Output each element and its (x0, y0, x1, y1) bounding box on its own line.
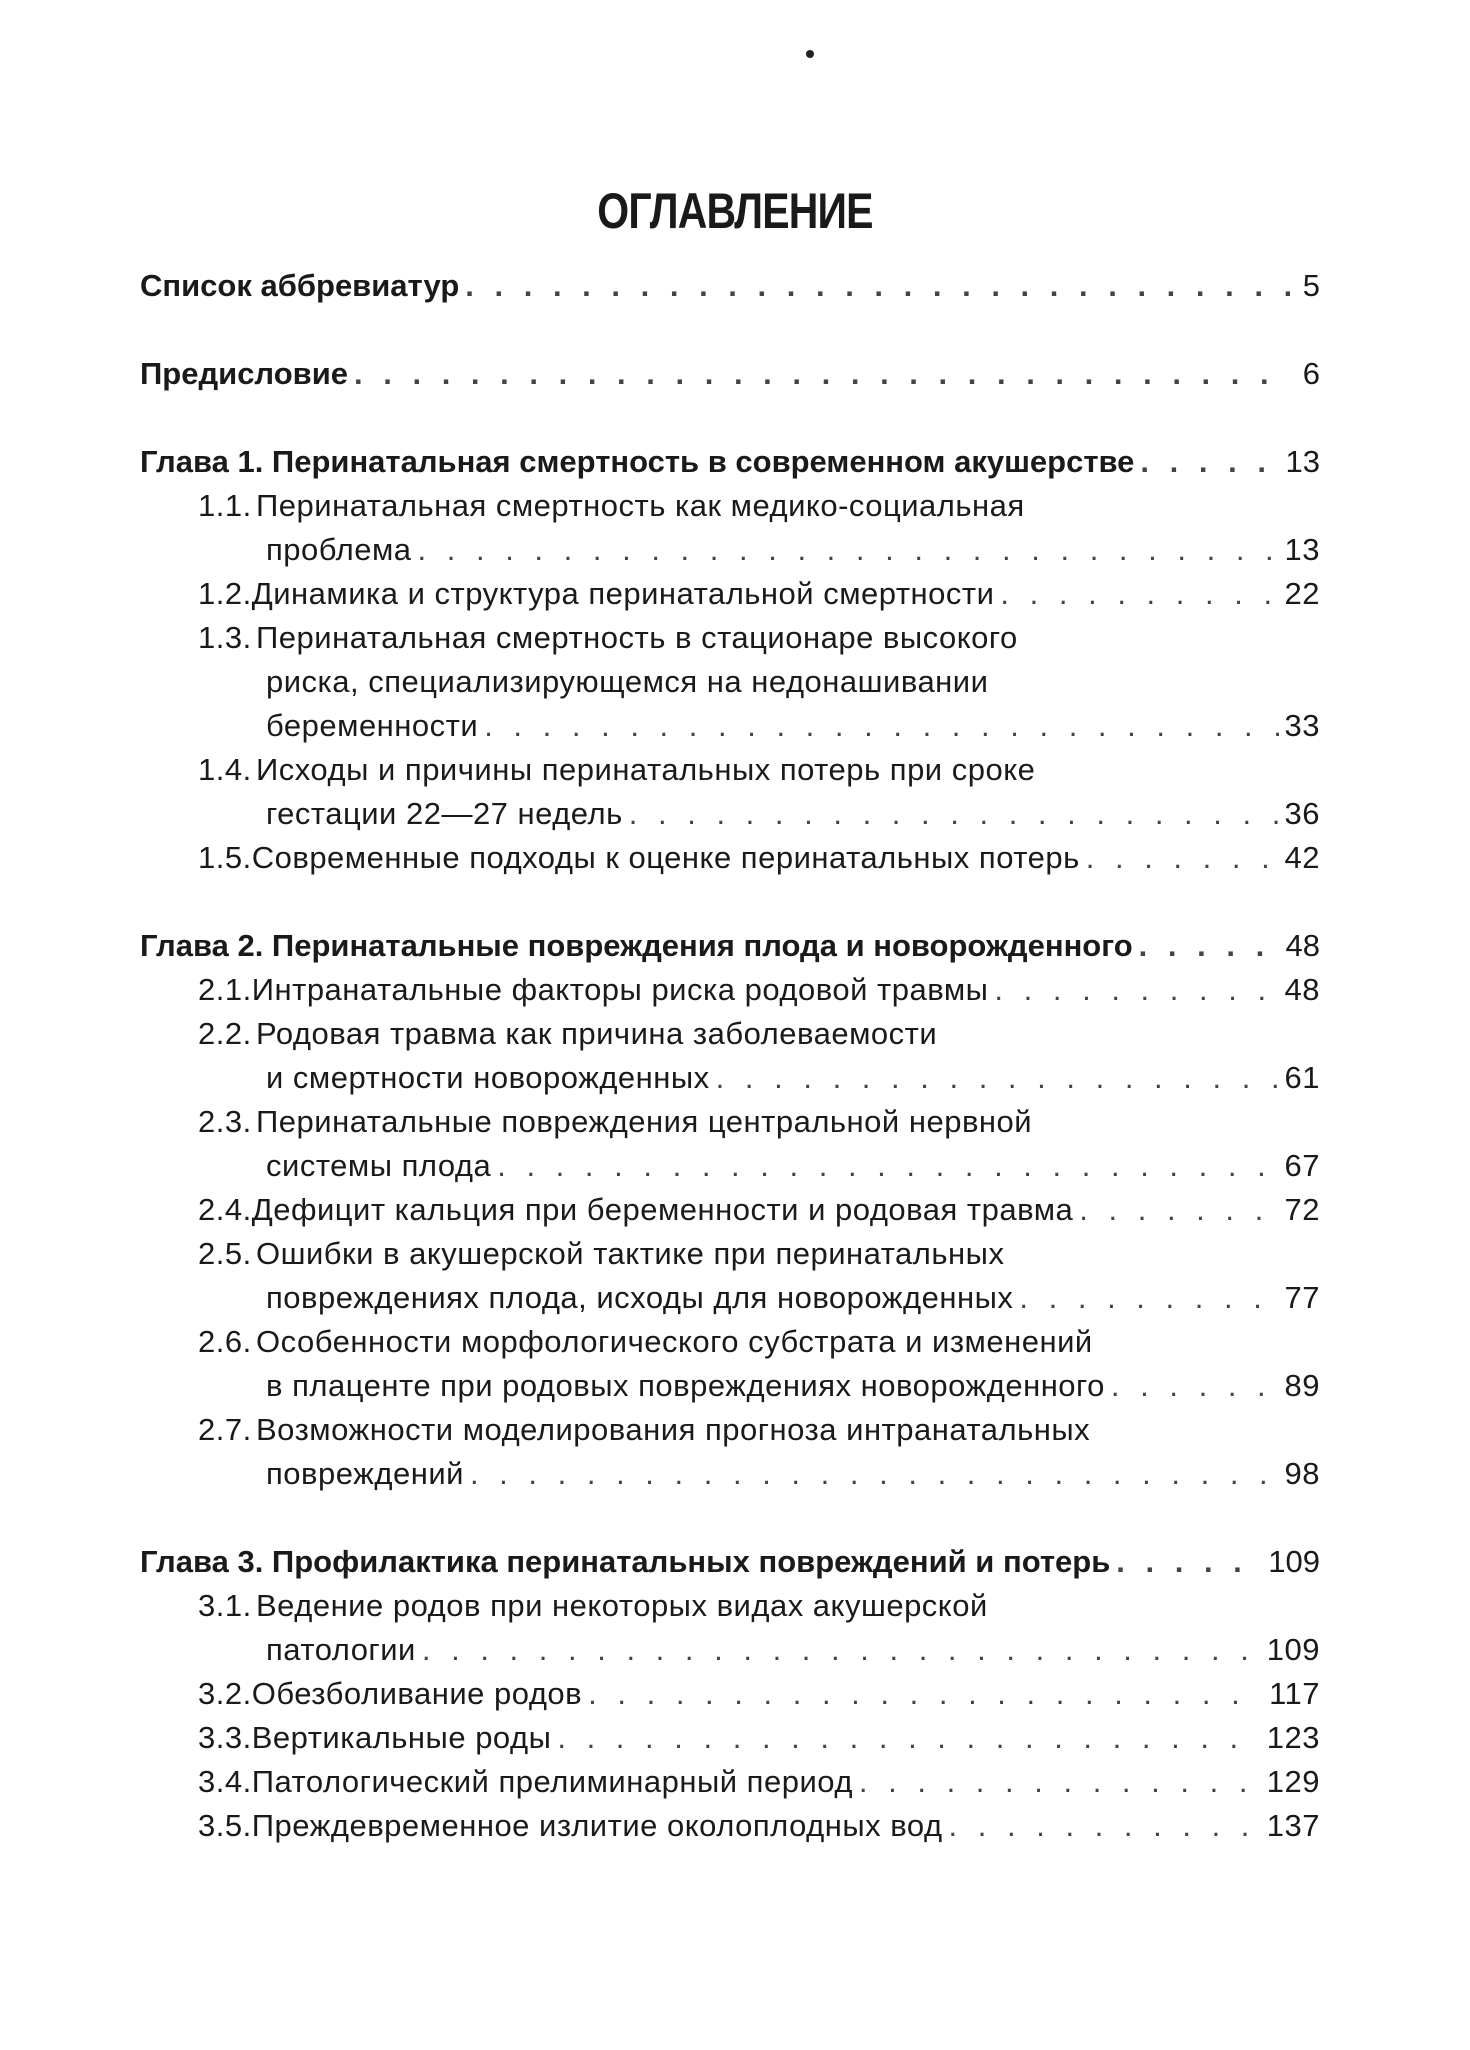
toc-page-number: 48 (1284, 972, 1320, 1007)
dot-leader (716, 1056, 1279, 1100)
toc-page-number: 109 (1266, 1632, 1320, 1667)
toc-section-entry[interactable] (140, 616, 1320, 748)
toc-section-entry[interactable] (140, 968, 1320, 1012)
toc-section-number: 1.3. (198, 620, 252, 655)
toc-page-number: 36 (1284, 796, 1320, 831)
dot-leader (1000, 572, 1278, 616)
toc-entry-title: риска, специализирующемся на недонашивании (266, 664, 989, 699)
toc-section-entry[interactable] (140, 1188, 1320, 1232)
dot-leader (497, 1144, 1278, 1188)
toc-entry-title: проблема (266, 532, 412, 567)
dot-leader (1079, 1188, 1278, 1232)
toc-entry-title: повреждениях плода, исходы для новорожденных (266, 1280, 1014, 1315)
dot-leader (418, 528, 1279, 572)
toc-chapter-entry[interactable] (140, 264, 1320, 308)
dot-leader (557, 1716, 1260, 1760)
dot-leader (484, 704, 1278, 748)
toc-page-number: 123 (1266, 1720, 1320, 1755)
toc-entry-title: Глава 2. Перинатальные повреждения плода и новорожденного (140, 928, 1133, 963)
toc-section-entry[interactable] (140, 836, 1320, 880)
section-spacer (140, 1496, 1320, 1540)
toc-section-number: 3.5. (198, 1808, 252, 1843)
toc-chapter-entry[interactable] (140, 440, 1320, 484)
toc-section-number: 2.3. (198, 1104, 252, 1139)
toc-section-entry[interactable] (140, 748, 1320, 836)
toc-entry-title: и смертности новорожденных (266, 1060, 710, 1095)
toc-section-entry[interactable] (140, 1716, 1320, 1760)
toc-entry-title: Особенности морфологического субстрата и изменений (256, 1324, 1093, 1359)
dot-leader (994, 968, 1278, 1012)
page-mark-dot (806, 50, 814, 58)
toc-entry-title: повреждений (266, 1456, 464, 1491)
toc-section-entry[interactable] (140, 1584, 1320, 1672)
toc-page-number: 77 (1284, 1280, 1320, 1315)
toc-entry-title: Родовая травма как причина заболеваемости (256, 1016, 938, 1051)
dot-leader (422, 1628, 1261, 1672)
dot-leader (354, 352, 1290, 396)
toc-entry-title: Перинатальная смертность как медико-социальная (256, 488, 1025, 523)
toc-entry-title: гестации 22—27 недель (266, 796, 623, 831)
toc-page-number: 13 (1285, 444, 1320, 479)
toc-entry-title: системы плода (266, 1148, 492, 1183)
toc-section-number: 1.5. (198, 840, 252, 875)
toc-section-entry[interactable] (140, 484, 1320, 572)
toc-page-number: 109 (1268, 1544, 1320, 1579)
toc-section-number: 2.6. (198, 1324, 252, 1359)
toc-entry-title: Глава 3. Профилактика перинатальных повреждений и потерь (140, 1544, 1111, 1579)
toc-page-number: 6 (1302, 356, 1320, 391)
toc-section-number: 3.2. (198, 1676, 252, 1711)
toc-entry-title: патологии (266, 1632, 416, 1667)
dot-leader (1139, 924, 1280, 968)
toc-entry-title: Патологический прелиминарный период (251, 1764, 853, 1799)
page-title: ОГЛАВЛЕНИЕ (597, 182, 873, 239)
toc-entry-title: Интранатальные факторы риска родовой травмы (251, 972, 989, 1007)
table-of-contents (140, 264, 1320, 1848)
toc-entry-title: Возможности моделирования прогноза интранатальных (256, 1412, 1091, 1447)
toc-entry-title: беременности (266, 708, 479, 743)
toc-entry-title: Обезболивание родов (251, 1676, 583, 1711)
section-spacer (140, 396, 1320, 440)
dot-leader (1086, 836, 1279, 880)
dot-leader (588, 1672, 1263, 1716)
dot-leader (949, 1804, 1261, 1848)
toc-section-number: 3.4. (198, 1764, 252, 1799)
toc-page-number: 33 (1284, 708, 1320, 743)
toc-section-number: 2.7. (198, 1412, 252, 1447)
toc-page-number: 61 (1284, 1060, 1320, 1095)
toc-page-number: 98 (1284, 1456, 1320, 1491)
toc-entry-title: Ошибки в акушерской тактике при перинатальных (256, 1236, 1005, 1271)
toc-section-number: 2.4. (198, 1192, 252, 1227)
toc-entry-title: Современные подходы к оценке перинатальных потерь (251, 840, 1080, 875)
toc-page-number: 72 (1284, 1192, 1320, 1227)
toc-chapter-entry[interactable] (140, 352, 1320, 396)
toc-section-entry[interactable] (140, 1408, 1320, 1496)
toc-section-entry[interactable] (140, 1760, 1320, 1804)
toc-page-number: 129 (1266, 1764, 1320, 1799)
toc-section-entry[interactable] (140, 1804, 1320, 1848)
toc-page-number: 89 (1284, 1368, 1320, 1403)
toc-section-entry[interactable] (140, 1320, 1320, 1408)
toc-page-number: 13 (1284, 532, 1320, 567)
dot-leader (1116, 1540, 1262, 1584)
toc-entry-title: Дефицит кальция при беременности и родовая травма (251, 1192, 1074, 1227)
toc-section-entry[interactable] (140, 1100, 1320, 1188)
toc-section-number: 1.1. (198, 488, 252, 523)
toc-page-number: 137 (1266, 1808, 1320, 1843)
toc-section-number: 2.5. (198, 1236, 252, 1271)
toc-section-number: 2.2. (198, 1016, 252, 1051)
toc-entry-title: Преждевременное излитие околоплодных вод (251, 1808, 943, 1843)
dot-leader (1111, 1364, 1279, 1408)
toc-entry-title: Предисловие (140, 356, 349, 391)
toc-chapter-entry[interactable] (140, 1540, 1320, 1584)
toc-entry-title: Перинатальная смертность в стационаре высокого (256, 620, 1018, 655)
toc-page-number: 48 (1285, 928, 1320, 963)
toc-chapter-entry[interactable] (140, 924, 1320, 968)
section-spacer (140, 880, 1320, 924)
toc-section-number: 1.4. (198, 752, 252, 787)
toc-entry-title: Список аббревиатур (140, 268, 460, 303)
toc-page-number: 42 (1284, 840, 1320, 875)
section-spacer (140, 308, 1320, 352)
dot-leader (470, 1452, 1279, 1496)
toc-page-number: 67 (1284, 1148, 1320, 1183)
toc-section-number: 1.2. (198, 576, 252, 611)
toc-section-number: 3.1. (198, 1588, 252, 1623)
toc-section-number: 3.3. (198, 1720, 252, 1755)
dot-leader (465, 264, 1290, 308)
toc-entry-title: Глава 1. Перинатальная смертность в современном акушерстве (140, 444, 1135, 479)
toc-section-number: 2.1. (198, 972, 252, 1007)
toc-section-entry[interactable] (140, 1672, 1320, 1716)
toc-page-number: 5 (1302, 268, 1320, 303)
dot-leader (1140, 440, 1279, 484)
toc-entry-title: в плаценте при родовых повреждениях новорожденного (266, 1368, 1105, 1403)
toc-entry-title: Перинатальные повреждения центральной нервной (256, 1104, 1033, 1139)
toc-entry-title: Исходы и причины перинатальных потерь при сроке (256, 752, 1036, 787)
toc-entry-title: Динамика и структура перинатальной смертности (251, 576, 995, 611)
toc-entry-title: Ведение родов при некоторых видах акушерской (256, 1588, 988, 1623)
toc-section-entry[interactable] (140, 572, 1320, 616)
toc-section-entry[interactable] (140, 1012, 1320, 1100)
dot-leader (859, 1760, 1261, 1804)
toc-page-number: 22 (1284, 576, 1320, 611)
toc-page-number: 117 (1269, 1676, 1320, 1711)
toc-entry-title: Вертикальные роды (251, 1720, 552, 1755)
toc-section-entry[interactable] (140, 1232, 1320, 1320)
dot-leader (629, 792, 1279, 836)
dot-leader (1019, 1276, 1278, 1320)
